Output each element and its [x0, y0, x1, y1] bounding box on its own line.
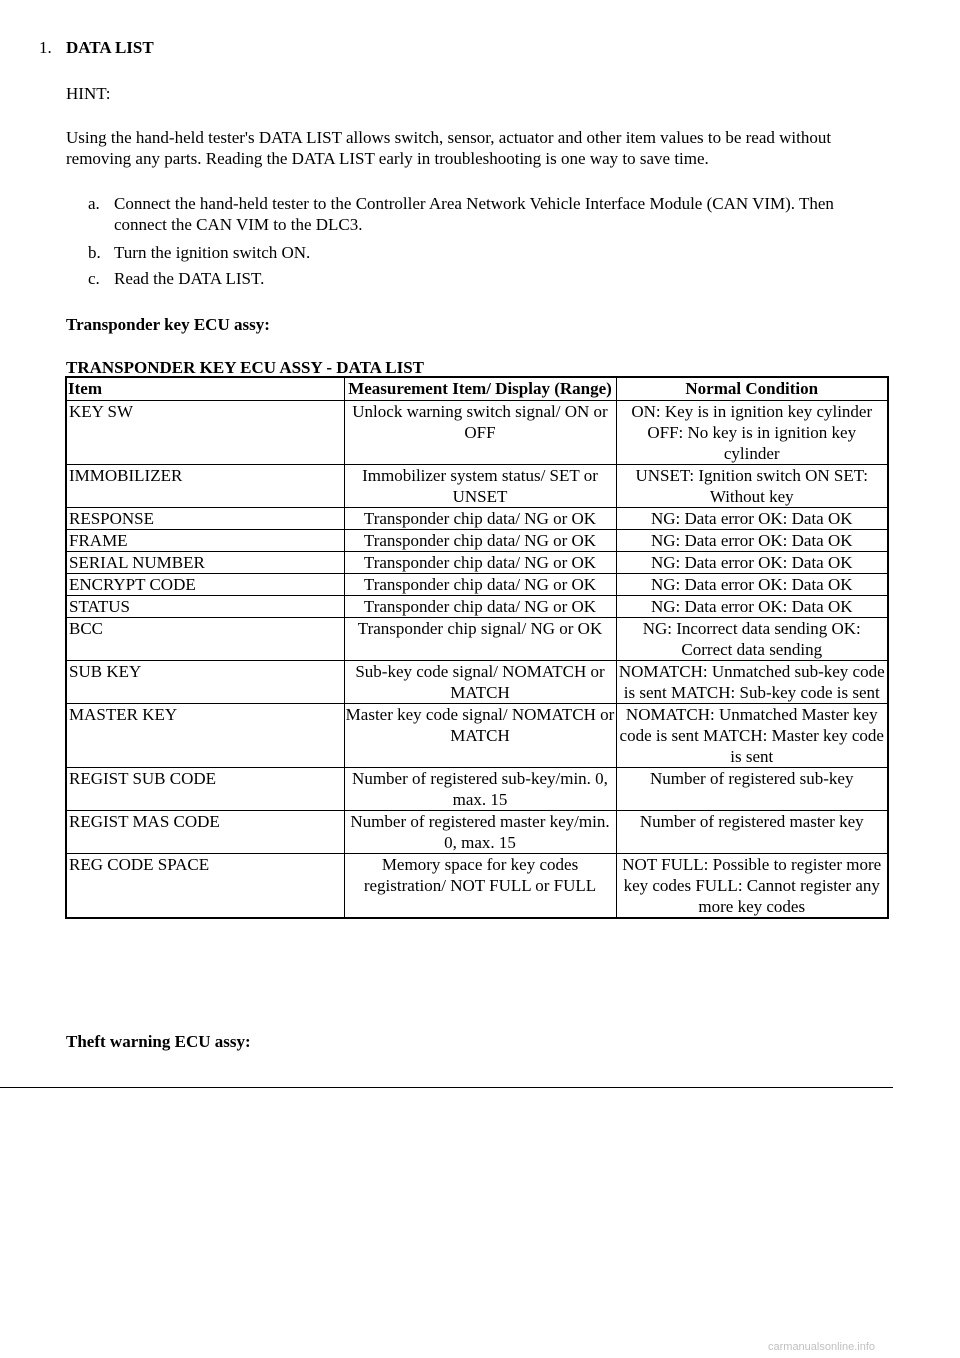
normal-condition-cell: Number of registered master key [616, 811, 888, 854]
step-text: Turn the ignition switch ON. [114, 243, 311, 262]
normal-condition-cell: NG: Data error OK: Data OK [616, 508, 888, 530]
normal-condition-cell: NOT FULL: Possible to register more key codes FULL: Cannot register any more key codes [616, 854, 888, 919]
step-letter: a. [88, 194, 100, 213]
measurement-cell: Transponder chip data/ NG or OK [344, 596, 616, 618]
item-cell: SUB KEY [66, 661, 344, 704]
item-cell: IMMOBILIZER [66, 465, 344, 508]
watermark: carmanualsonline.info [768, 1341, 876, 1353]
normal-condition-cell: NG: Incorrect data sending OK: Correct data sending [616, 618, 888, 661]
step-letter: b. [88, 243, 101, 262]
table-caption: TRANSPONDER KEY ECU ASSY - DATA LIST [66, 358, 425, 377]
measurement-cell: Number of registered sub-key/min. 0, max. 15 [344, 768, 616, 811]
measurement-cell: Master key code signal/ NOMATCH or MATCH [344, 704, 616, 768]
section-title: DATA LIST [66, 38, 154, 57]
item-cell: RESPONSE [66, 508, 344, 530]
item-cell: STATUS [66, 596, 344, 618]
table-row [66, 704, 888, 768]
normal-condition-cell: UNSET: Ignition switch ON SET: Without key [616, 465, 888, 508]
data-list-table [65, 376, 889, 919]
item-cell: SERIAL NUMBER [66, 552, 344, 574]
header-normal-condition: Normal Condition [616, 377, 888, 401]
table-row [66, 661, 888, 704]
measurement-cell: Immobilizer system status/ SET or UNSET [344, 465, 616, 508]
table-row [66, 552, 888, 574]
normal-condition-cell: NOMATCH: Unmatched sub-key code is sent MATCH: Sub-key code is sent [616, 661, 888, 704]
normal-condition-cell: Number of registered sub-key [616, 768, 888, 811]
subheading-transponder: Transponder key ECU assy: [66, 315, 270, 334]
intro-paragraph: Using the hand-held tester's DATA LIST allows switch, sensor, actuator and other item values to be read without removing any parts. Reading the DATA LIST early in troubleshooting is one way to save time. [66, 128, 832, 168]
normal-condition-cell: NOMATCH: Unmatched Master key code is sent MATCH: Master key code is sent [616, 704, 888, 768]
item-cell: REGIST SUB CODE [66, 768, 344, 811]
measurement-cell: Transponder chip data/ NG or OK [344, 574, 616, 596]
table-row [66, 530, 888, 552]
table-row [66, 574, 888, 596]
item-cell: KEY SW [66, 401, 344, 465]
table-row [66, 465, 888, 508]
measurement-cell: Unlock warning switch signal/ ON or OFF [344, 401, 616, 465]
table-row [66, 618, 888, 661]
table-row [66, 508, 888, 530]
measurement-cell: Memory space for key codes registration/ NOT FULL or FULL [344, 854, 616, 919]
subheading-theft-warning: Theft warning ECU assy: [66, 1032, 251, 1051]
measurement-cell: Number of registered master key/min. 0, max. 15 [344, 811, 616, 854]
measurement-cell: Transponder chip data/ NG or OK [344, 552, 616, 574]
item-cell: MASTER KEY [66, 704, 344, 768]
measurement-cell: Transponder chip data/ NG or OK [344, 530, 616, 552]
item-cell: BCC [66, 618, 344, 661]
normal-condition-cell: NG: Data error OK: Data OK [616, 552, 888, 574]
hint-label: HINT: [66, 84, 111, 103]
horizontal-divider [0, 1087, 893, 1088]
table-row [66, 854, 888, 919]
table-row [66, 811, 888, 854]
measurement-cell: Transponder chip data/ NG or OK [344, 508, 616, 530]
header-measurement: Measurement Item/ Display (Range) [344, 377, 616, 401]
step-text: Read the DATA LIST. [114, 269, 265, 288]
normal-condition-cell: NG: Data error OK: Data OK [616, 596, 888, 618]
table-row [66, 401, 888, 465]
section-number: 1. [39, 38, 52, 57]
measurement-cell: Transponder chip signal/ NG or OK [344, 618, 616, 661]
step-text: Connect the hand-held tester to the Controller Area Network Vehicle Interface Module (CAN VIM). Then connect the CAN VIM to the DLC3. [114, 194, 834, 234]
header-item: Item [66, 377, 344, 401]
table-row [66, 768, 888, 811]
normal-condition-cell: NG: Data error OK: Data OK [616, 530, 888, 552]
normal-condition-cell: ON: Key is in ignition key cylinder OFF: No key is in ignition key cylinder [616, 401, 888, 465]
measurement-cell: Sub-key code signal/ NOMATCH or MATCH [344, 661, 616, 704]
item-cell: ENCRYPT CODE [66, 574, 344, 596]
normal-condition-cell: NG: Data error OK: Data OK [616, 574, 888, 596]
item-cell: FRAME [66, 530, 344, 552]
step-letter: c. [88, 269, 100, 288]
item-cell: REGIST MAS CODE [66, 811, 344, 854]
table-row [66, 596, 888, 618]
table-header-row [66, 377, 888, 401]
item-cell: REG CODE SPACE [66, 854, 344, 919]
